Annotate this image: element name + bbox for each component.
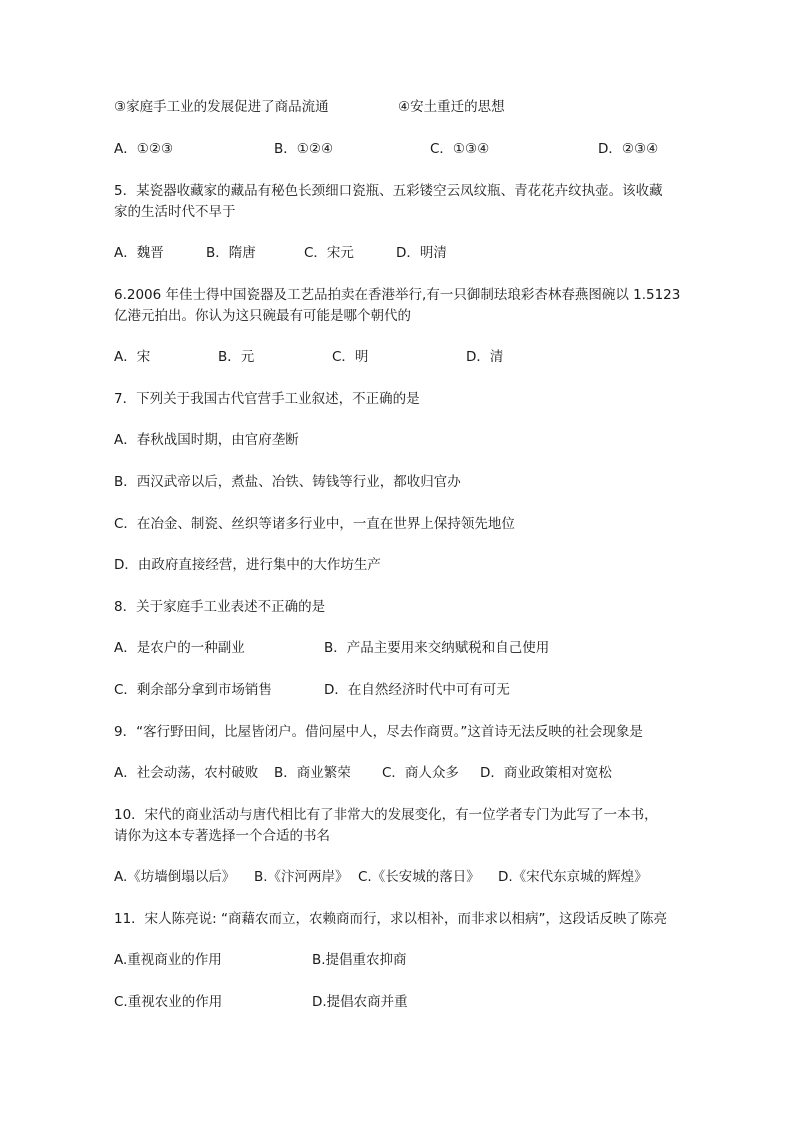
q5-stem-line1: 5．某瓷器收藏家的藏品有秘色长颈细口瓷瓶、五彩镂空云凤纹瓶、青花花卉纹执壶。该收藏: [114, 183, 663, 199]
q6-option-c: C．明: [332, 349, 369, 365]
q9-option-d: D．商业政策相对宽松: [480, 765, 612, 781]
q4-item-4: ④安土重迁的思想: [398, 99, 505, 115]
q8-stem: 8．关于家庭手工业表述不正确的是: [114, 599, 326, 615]
q11-option-a: A.重视商业的作用: [114, 952, 222, 968]
q7-stem: 7．下列关于我国古代官营手工业叙述，不正确的是: [114, 391, 420, 407]
q10-stem-line2: 请你为这本专著选择一个合适的书名: [114, 828, 330, 844]
q9-option-b: B．商业繁荣: [274, 765, 351, 781]
q6-option-b: B．元: [218, 349, 255, 365]
q8-option-a: A．是农户的一种副业: [114, 640, 245, 656]
q7-option-d: D．由政府直接经营，进行集中的大作坊生产: [114, 557, 381, 573]
q5-option-a: A．魏晋: [114, 245, 164, 261]
q6-stem-line2: 亿港元拍出。你认为这只碗最有可能是哪个朝代的: [114, 308, 411, 324]
q10-option-b: B.《汴河两岸》: [254, 869, 349, 885]
q7-option-c: C．在冶金、制瓷、丝织等诸多行业中，一直在世界上保持领先地位: [114, 516, 515, 532]
q9-option-c: C．商人众多: [382, 765, 459, 781]
q11-option-b: B.提倡重农抑商: [312, 952, 407, 968]
q6-option-d: D．清: [466, 349, 504, 365]
q5-option-d: D．明清: [396, 245, 447, 261]
q6-option-a: A．宋: [114, 349, 151, 365]
q7-option-a: A．春秋战国时期，由官府垄断: [114, 432, 299, 448]
q9-option-a: A．社会动荡，农村破败: [114, 765, 259, 781]
q4-option-b: B．①②④: [274, 141, 334, 157]
q4-option-a: A．①②③: [114, 141, 174, 157]
q5-option-c: C．宋元: [304, 245, 354, 261]
q10-option-d: D.《宋代东京城的辉煌》: [498, 869, 648, 885]
q11-option-d: D.提倡农商并重: [312, 994, 408, 1010]
q7-option-b: B．西汉武帝以后，煮盐、冶铁、铸钱等行业，都收归官办: [114, 474, 461, 490]
q10-option-a: A.《坊墙倒塌以后》: [114, 869, 236, 885]
q11-option-c: C.重视农业的作用: [114, 994, 223, 1010]
q4-option-c: C．①③④: [430, 141, 490, 157]
q4-option-d: D．②③④: [598, 141, 659, 157]
q9-stem: 9．“客行野田间，比屋皆闭户。借问屋中人，尽去作商贾。”这首诗无法反映的社会现象是: [114, 724, 643, 740]
q6-stem-line1: 6.2006 年佳士得中国瓷器及工艺品拍卖在香港举行,有一只御制珐琅彩杏林春燕图碗以 1.5123: [114, 287, 681, 303]
q10-option-c: C.《长安城的落日》: [358, 869, 480, 885]
q8-option-c: C．剩余部分拿到市场销售: [114, 682, 272, 698]
q8-option-d: D．在自然经济时代中可有可无: [324, 682, 510, 698]
q5-option-b: B．隋唐: [206, 245, 256, 261]
q4-item-3: ③家庭手工业的发展促进了商品流通: [114, 99, 329, 115]
q10-stem-line1: 10．宋代的商业活动与唐代相比有了非常大的发展变化，有一位学者专门为此写了一本书，: [114, 807, 658, 823]
q8-option-b: B．产品主要用来交纳赋税和自己使用: [324, 640, 550, 656]
q5-stem-line2: 家的生活时代不早于: [114, 204, 236, 220]
q11-stem: 11．宋人陈亮说: “商藉农而立，农赖商而行，求以相补，而非求以相病”，这段话反映了陈亮: [114, 911, 668, 927]
